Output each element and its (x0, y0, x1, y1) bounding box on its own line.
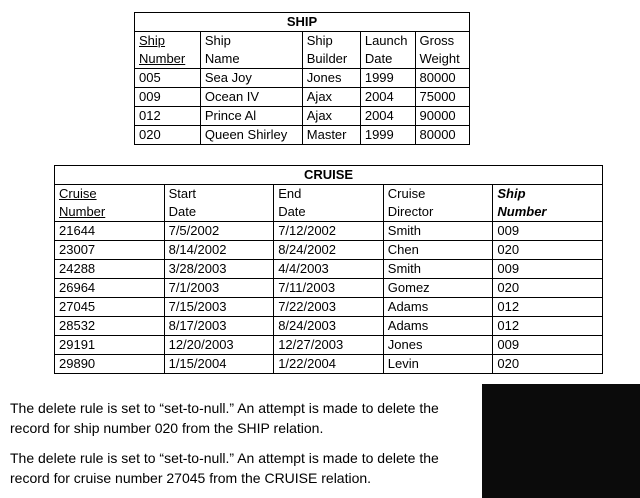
table-cell: 28532 (55, 317, 165, 336)
header-line: End (278, 186, 302, 201)
table-cell: Gomez (383, 279, 493, 298)
cruise-header-ship-number-2 (493, 203, 603, 222)
table-cell: 012 (135, 107, 201, 126)
table-cell: 020 (135, 126, 201, 145)
table-cell: 020 (493, 241, 603, 260)
table-cell: 009 (493, 260, 603, 279)
table-row (55, 298, 603, 317)
ship-header-ship-name-2 (200, 50, 302, 69)
header-line: Director (387, 204, 434, 219)
table-cell: 1999 (360, 69, 415, 88)
header-line: Date (168, 204, 197, 219)
table-cell: Smith (383, 260, 493, 279)
cruise-header-end-date-2 (274, 203, 384, 222)
table-cell: 7/11/2003 (274, 279, 384, 298)
cruise-header-cruise-director (383, 185, 493, 204)
header-line: Cruise (59, 186, 97, 201)
table-row (55, 241, 603, 260)
cruise-header-end-date (274, 185, 384, 204)
table-cell: 012 (493, 298, 603, 317)
table-cell: 009 (493, 336, 603, 355)
note-paragraph: The delete rule is set to “set-to-null.” An attempt is made to delete the record for ship number 020 from the SHIP relation. (10, 400, 439, 436)
table-cell: 7/12/2002 (274, 222, 384, 241)
table-cell: 3/28/2003 (164, 260, 274, 279)
header-line: Gross (419, 33, 455, 48)
table-cell: 23007 (55, 241, 165, 260)
table-row (135, 69, 470, 88)
cruise-table-title: CRUISE (55, 166, 603, 185)
cruise-header-row (55, 185, 603, 204)
table-cell: 21644 (55, 222, 165, 241)
ship-header-launch-date (360, 32, 415, 51)
table-row (135, 126, 470, 145)
table-cell: Ocean IV (200, 88, 302, 107)
table-cell: Jones (383, 336, 493, 355)
table-row (55, 317, 603, 336)
table-row (55, 222, 603, 241)
header-line: Cruise (387, 186, 426, 201)
header-line: Date (278, 204, 306, 219)
ship-header-ship-number-2 (135, 50, 201, 69)
table-cell: 012 (493, 317, 603, 336)
table-cell: 8/17/2003 (164, 317, 274, 336)
table-cell: 27045 (55, 298, 165, 317)
table-cell: 2004 (360, 88, 415, 107)
table-cell: 26964 (55, 279, 165, 298)
header-line: Number (59, 204, 106, 219)
table-row (55, 260, 603, 279)
table-cell: 020 (493, 279, 603, 298)
header-line: Ship (204, 33, 231, 48)
table-cell: 7/1/2003 (164, 279, 274, 298)
table-row (135, 107, 470, 126)
ship-table-title: SHIP (135, 13, 470, 32)
table-row (55, 355, 603, 374)
table-cell: 12/20/2003 (164, 336, 274, 355)
table-cell: 4/4/2003 (274, 260, 384, 279)
table-cell: Prince Al (200, 107, 302, 126)
table-cell: Jones (302, 69, 360, 88)
cruise-header-cruise-director-2 (383, 203, 493, 222)
cruise-table (54, 165, 603, 374)
cruise-header-cruise-number-2 (55, 203, 165, 222)
table-cell: 80000 (415, 69, 469, 88)
table-cell: 8/14/2002 (164, 241, 274, 260)
table-cell: Queen Shirley (200, 126, 302, 145)
table-cell: 005 (135, 69, 201, 88)
ship-header-ship-name (200, 32, 302, 51)
header-line: Ship (139, 33, 166, 48)
table-cell: 90000 (415, 107, 469, 126)
table-cell: 12/27/2003 (274, 336, 384, 355)
header-line: Number (497, 204, 547, 219)
table-cell: Smith (383, 222, 493, 241)
table-cell: 7/15/2003 (164, 298, 274, 317)
notes-panel (0, 384, 482, 498)
table-cell: 29191 (55, 336, 165, 355)
ship-table (134, 12, 470, 145)
table-cell: 7/22/2003 (274, 298, 384, 317)
ship-header-ship-builder-2 (302, 50, 360, 69)
header-line: Ship (497, 186, 526, 201)
table-cell: 8/24/2002 (274, 241, 384, 260)
table-cell: Adams (383, 317, 493, 336)
header-line: Number (139, 51, 186, 66)
note-paragraph: The delete rule is set to “set-to-null.” An attempt is made to delete the record for cruise number 27045 from the CRUISE relation. (10, 450, 439, 486)
header-line: Builder (306, 51, 348, 66)
table-cell: 009 (135, 88, 201, 107)
header-line: Start (168, 186, 197, 201)
table-cell: 1/15/2004 (164, 355, 274, 374)
table-cell: Chen (383, 241, 493, 260)
table-row (55, 279, 603, 298)
cruise-header-start-date-2 (164, 203, 274, 222)
table-cell: 2004 (360, 107, 415, 126)
table-cell: 29890 (55, 355, 165, 374)
header-line: Name (204, 51, 240, 66)
table-cell: 1/22/2004 (274, 355, 384, 374)
ship-header-gross-weight-2 (415, 50, 469, 69)
ship-header-row-2 (135, 50, 470, 69)
table-cell: Sea Joy (200, 69, 302, 88)
cruise-header-row-2 (55, 203, 603, 222)
table-cell: 020 (493, 355, 603, 374)
table-row (135, 88, 470, 107)
table-cell: 80000 (415, 126, 469, 145)
header-line: Launch (364, 33, 408, 48)
header-line: Weight (419, 51, 460, 66)
table-cell: 1999 (360, 126, 415, 145)
table-cell: Ajax (302, 88, 360, 107)
ship-header-launch-date-2 (360, 50, 415, 69)
table-cell: Levin (383, 355, 493, 374)
cruise-header-start-date (164, 185, 274, 204)
table-cell: 24288 (55, 260, 165, 279)
table-cell: Adams (383, 298, 493, 317)
table-cell: 8/24/2003 (274, 317, 384, 336)
table-cell: Ajax (302, 107, 360, 126)
ship-header-ship-number (135, 32, 201, 51)
table-cell: 7/5/2002 (164, 222, 274, 241)
header-line: Date (364, 51, 393, 66)
cruise-header-cruise-number (55, 185, 165, 204)
header-line: Ship (306, 33, 333, 48)
table-cell: Master (302, 126, 360, 145)
ship-header-ship-builder (302, 32, 360, 51)
table-cell: 009 (493, 222, 603, 241)
ship-header-row (135, 32, 470, 51)
cruise-header-ship-number (493, 185, 603, 204)
table-cell: 75000 (415, 88, 469, 107)
ship-header-gross-weight (415, 32, 469, 51)
table-row (55, 336, 603, 355)
